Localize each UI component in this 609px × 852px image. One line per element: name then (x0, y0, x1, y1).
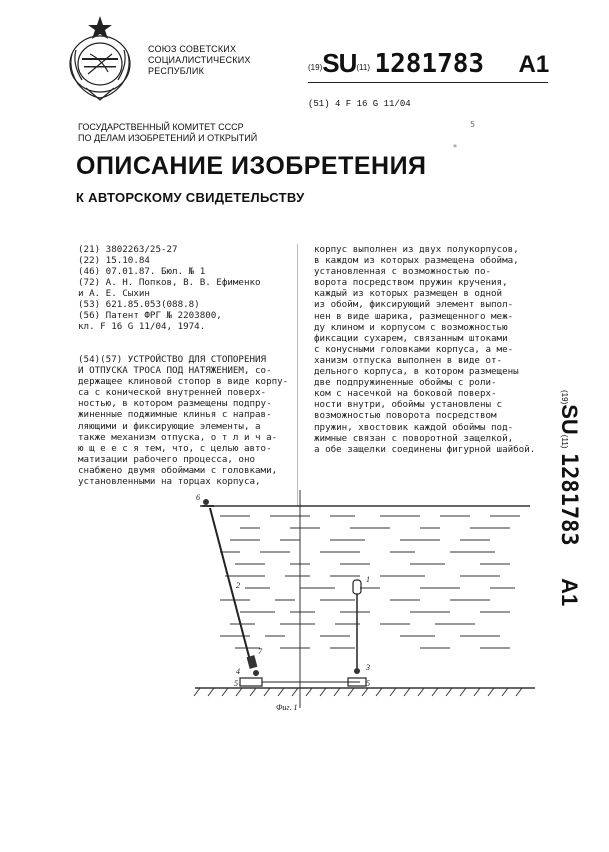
callout-label: 6 (196, 493, 200, 502)
surface-buoy (202, 499, 214, 506)
abstract-line: корпус выполнен из двух полукорпусов, (314, 244, 519, 255)
abstract-line: са с конической внутренней поверх- (78, 387, 267, 399)
committee-line: ГОСУДАРСТВЕННЫЙ КОМИТЕТ СССР (78, 122, 244, 132)
abstract-line: ностью, в котором размещены подпру- (78, 398, 272, 410)
abstract-line: ворота посредством пружин кручения, (314, 277, 508, 289)
biblio-line: (21) 3802263/25-27 (78, 244, 178, 255)
abstract-line: фиксации сухарем, связанным штоками (314, 332, 508, 344)
stray-mark: 5 (470, 120, 476, 129)
abstract-line: с конусными головками корпуса, а ме- (314, 343, 514, 355)
kind-code: A1 (518, 51, 550, 78)
publication-number (308, 48, 549, 79)
abstract-right-column (314, 244, 554, 455)
callout-label: 3 (366, 663, 370, 672)
abstract-line: ком с насечкой на боковой поверх- (314, 388, 497, 400)
stray-mark: * (453, 143, 457, 152)
side-patent-number: 1281783 (556, 452, 581, 546)
abstract-line: две подпружиненные обоймы с роли- (314, 377, 497, 389)
abstract-line: держащее клиновой стопор в виде корпу- (78, 376, 289, 388)
org-line: СОЮЗ СОВЕТСКИХ (148, 44, 237, 54)
country-code-label: (19) (308, 63, 323, 72)
org-line: СОЦИАЛИСТИЧЕСКИХ (148, 55, 251, 65)
abstract-line: также механизм отпуска, о т л и ч а- (78, 431, 278, 443)
abstract-line: нен в виде шарика, размещенного меж- (314, 310, 514, 322)
abstract-left-column (78, 354, 303, 487)
side-country-code: SU (557, 404, 582, 435)
number-underline (308, 82, 548, 83)
callout-label: 2 (236, 581, 240, 590)
abstract-line: установленными на торцах корпуса, (78, 476, 261, 488)
biblio-line: (56) Патент ФРГ № 2203800, (78, 310, 222, 321)
abstract-line: И ОТПУСКА ТРОСА ПОД НАТЯЖЕНИЕМ, со- (78, 365, 272, 377)
abstract-line: из обойм, фиксирующий элемент выпол- (314, 299, 514, 311)
biblio-line: (22) 15.10.84 (78, 255, 150, 266)
abstract-line: жиненные поджимные клинья с направ- (78, 409, 272, 421)
abstract-line: дельного корпуса, в котором размещены (314, 366, 519, 378)
abstract-line: возможностью поворота посредством (314, 410, 497, 422)
abstract-line: матизации рабочего процесса, оно (78, 453, 256, 465)
abstract-line: установленная с возможностью по- (314, 266, 492, 278)
biblio-line: (72) А. Н. Попков, В. В. Ефименко (78, 277, 261, 288)
abstract-line: а обе защелки соединены фигурной шайбой. (314, 443, 536, 455)
abstract-line: ности внутри, обоймы установлены с (314, 399, 503, 411)
biblio-line: (46) 07.01.87. Бюл. № 1 (78, 266, 206, 277)
organization-name (148, 44, 251, 77)
seabed (194, 688, 535, 696)
committee-name (78, 122, 257, 144)
document-title: ОПИСАНИЕ ИЗОБРЕТЕНИЯ (76, 152, 427, 180)
abstract-line: ляющими и фиксирующие элементы, а (78, 420, 261, 432)
document-subtitle: К АВТОРСКОМУ СВИДЕТЕЛЬСТВУ (76, 190, 305, 205)
side-number-code-label: (11) (560, 434, 569, 449)
side-publication-number (550, 390, 590, 690)
number-code-label: (11) (356, 63, 370, 72)
callout-label: 5 (366, 679, 370, 688)
abstract-line: снабжено двумя обоймами с головками, (78, 464, 278, 476)
bibliographic-data (78, 244, 308, 332)
technical-drawing (190, 488, 540, 718)
callout-label: 1 (366, 575, 370, 584)
abstract-line: жимные связан с поворотной защелкой, (314, 432, 514, 444)
abstract-line: (54)(57) УСТРОЙСТВО ДЛЯ СТОПОРЕНИЯ (78, 354, 267, 365)
committee-line: ПО ДЕЛАМ ИЗОБРЕТЕНИЙ И ОТКРЫТИЙ (78, 133, 258, 143)
stopper-device (247, 655, 259, 676)
water-surface-lines (200, 506, 530, 648)
column-divider (297, 244, 298, 506)
biblio-line: (53) 621.85.053(088.8) (78, 299, 200, 310)
abstract-line: пружин, хвостовик каждой обоймы под- (314, 421, 514, 433)
country-code: SU (322, 48, 357, 78)
side-kind-code: A1 (557, 578, 582, 607)
callout-label: 4 (236, 667, 240, 676)
state-emblem (62, 14, 138, 104)
callout-label: 7 (258, 647, 262, 656)
biblio-line: и А. Е. Сыхин (78, 288, 150, 299)
float-right (348, 580, 366, 686)
abstract-line: ханизм отпуска выполнен в виде от- (314, 354, 503, 366)
figure-caption: Фиг. 1 (276, 703, 298, 712)
biblio-line: кл. F 16 G 11/04, 1974. (78, 321, 206, 332)
callout-label: 5 (234, 679, 238, 688)
abstract-line: ду клином и корпусом с возможностью (314, 321, 508, 333)
abstract-line: ю щ е е с я тем, что, с целью авто- (78, 442, 272, 454)
ipc-classification: (51) 4 F 16 G 11/04 (308, 99, 411, 109)
abstract-line: в каждом из которых размещена обойма, (314, 255, 519, 267)
side-country-code-label: (19) (560, 390, 569, 405)
org-line: РЕСПУБЛИК (148, 66, 205, 76)
patent-number: 1281783 (374, 49, 485, 79)
abstract-line: каждый из которых размещен в одной (314, 288, 503, 300)
